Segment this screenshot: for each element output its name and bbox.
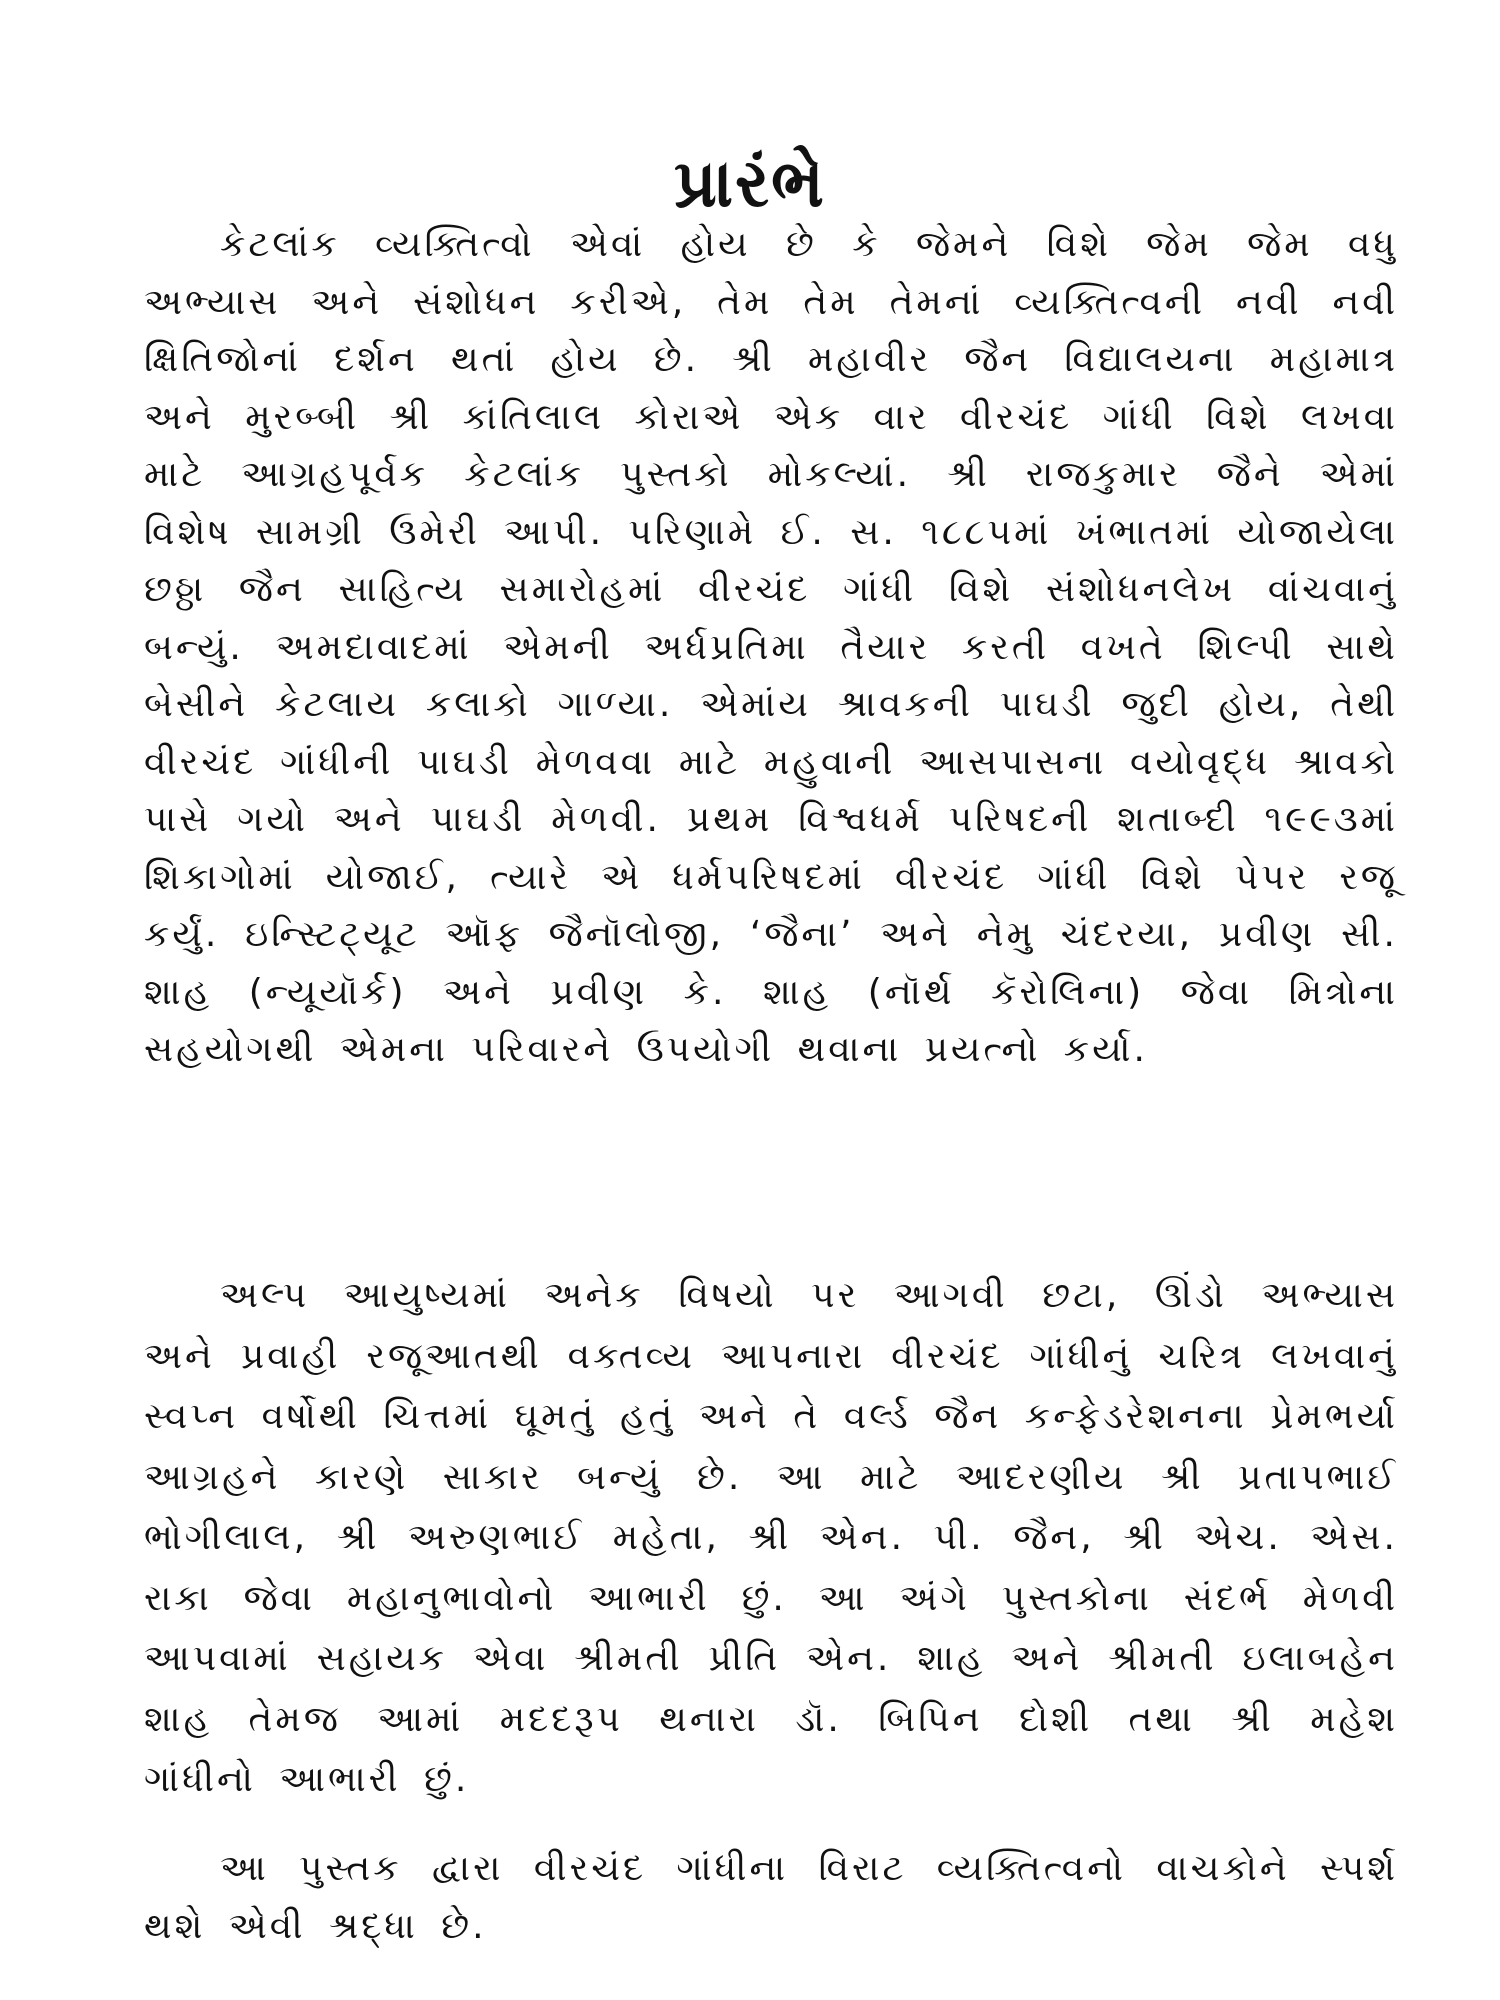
- paragraph-1: કેટલાંક વ્યક્તિત્વો એવાં હોય છે કે જેમને વિશે જેમ જેમ વધુ અભ્યાસ અને સંશોધન કરીએ, તેમ તેમ તેમનાં વ્યક્તિત્વની નવી નવી ક્ષિતિજોનાં દર્શન થતાં હોય છે. શ્રી મહાવીર જૈન વિદ્યાલયના મહામાત્ર અને મુરબ્બી શ્રી કાંતિલાલ કોરાએ એક વાર વીરચંદ ગાંધી વિશે લખવા માટે આગ્રહપૂર્વક કેટલાંક પુસ્તકો મોકલ્યાં. શ્રી રાજકુમાર જૈને એમાં વિશેષ સામગ્રી ઉમેરી આપી. પરિણામે ઈ. સ. ૧૮૮૫માં ખંભાતમાં યોજાયેલા છઠ્ઠા જૈન સાહિત્ય સમારોહમાં વીરચંદ ગાંધી વિશે સંશોધનલેખ વાંચવાનું બન્યું. અમદાવાદમાં એમની અર્ધપ્રતિમા તૈયાર કરતી વખતે શિલ્પી સાથે બેસીને કેટલાય કલાકો ગાળ્યા. એમાંય શ્રાવકની પાઘડી જુદી હોય, તેથી વીરચંદ ગાંધીની પાઘડી મેળવવા માટે મહુવાની આસપાસના વયોવૃદ્ધ શ્રાવકો પાસે ગયો અને પાઘડી મેળવી. પ્રથમ વિશ્વધર્મ પરિષદની શતાબ્દી ૧૯૯૩માં શિકાગોમાં યોજાઈ, ત્યારે એ ધર્મપરિષદમાં વીરચંદ ગાંધી વિશે પેપર રજૂ કર્યું. ઇન્સ્ટિટ્યૂટ ઑફ જૈનૉલોજી, ‘જૈના’ અને નેમુ ચંદરયા, પ્રવીણ સી. શાહ (ન્યૂયૉર્ક) અને પ્રવીણ કે. શાહ (નૉર્થ કૅરોલિના) જેવા મિત્રોના સહયોગથી એમના પરિવારને ઉપયોગી થવાના પ્રયત્નો કર્યા.: [144, 224, 1398, 1070]
- paragraph-2: અલ્પ આયુષ્યમાં અનેક વિષયો પર આગવી છટા, ઊંડો અભ્યાસ અને પ્રવાહી રજૂઆતથી વક્તવ્ય આપનારા વીરચંદ ગાંધીનું ચરિત્ર લખવાનું સ્વપ્ન વર્ષોથી ચિત્તમાં ઘૂમતું હતું અને તે વર્લ્ડ જૈન કન્ફેડરેશનના પ્રેમભર્યા આગ્રહને કારણે સાકાર બન્યું છે. આ માટે આદરણીય શ્રી પ્રતાપભાઈ ભોગીલાલ, શ્રી અરુણભાઈ મહેતા, શ્રી એન. પી. જૈન, શ્રી એચ. એસ. રાકા જેવા મહાનુભાવોનો આભારી છું. આ અંગે પુસ્તકોના સંદર્ભ મેળવી આપવામાં સહાયક એવા શ્રીમતી પ્રીતિ એન. શાહ અને શ્રીમતી ઇલાબહેન શાહ તેમજ આમાં મદદરૂપ થનારા ડૉ. બિપિન દોશી તથા શ્રી મહેશ ગાંધીનો આભારી છું.: [144, 1275, 1398, 1800]
- paragraph-3: આ પુસ્તક દ્વારા વીરચંદ ગાંધીના વિરાટ વ્યક્તિત્વનો વાચકોને સ્પર્શ થશે એવી શ્રદ્ધા છે.: [144, 1848, 1398, 1947]
- page-title: પ્રારંભે: [674, 145, 826, 223]
